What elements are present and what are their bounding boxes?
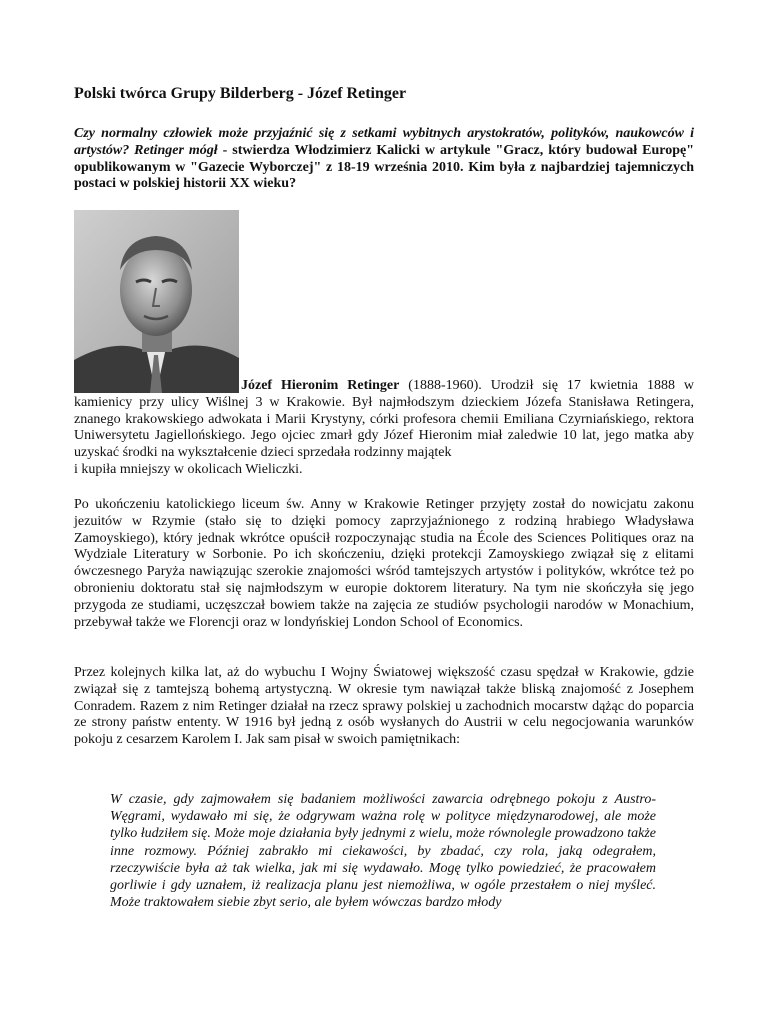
page-title: Polski twórca Grupy Bilderberg - Józef Retinger: [74, 85, 407, 102]
paragraph-3: Przez kolejnych kilka lat, aż do wybuchu I Wojny Światowej większość czasu spędzał w Krakowie, gdzie związał się z tamtejszą bohemą artystyczną. W okresie tym nawiązał także bliską znajomość z Josephem Conradem. Razem z nim Retinger działał na rzecz sprawy polskiej u zachodnich mocarstw dążąc do poparcia ze strony państw ententy. W 1916 był jedną z osób wysłanych do Austrii w celu negocjowania warunków pokoju z cesarzem Karolem I. Jak sam pisał w swoich pamiętnikach:: [74, 665, 694, 748]
memoir-quote: W czasie, gdy zajmowałem się badaniem możliwości zawarcia odrębnego pokoju z Austro-Węgrami, wydawało mi się, że odgrywam ważna rolę w polityce międzynarodowej, ale może tylko łudziłem się. Może moje działania były jednymi z wielu, może równolegle prowadzono także inne rozmowy. Później zabrakło mi ciekawości, by zbadać, czy rola, jaką odegrałem, rzeczywiście była aż tak wielka, jak mi się wydawało. Mogę tylko powiedzieć, że pracowałem gorliwie i gdy uznałem, iż realizacja planu jest niemożliwa, w ogóle przestałem o niej myśleć. Może traktowałem siebie zbyt serio, ale byłem wówczas bardzo młody: [110, 792, 656, 911]
portrait-photo: [74, 210, 239, 393]
paragraph-1-body: kamienicy przy ulicy Wiślnej 3 w Krakowie. Był najmłodszym dzieckiem Józefa Stanisława Retingera, znanego krakowskiego adwokata i Marii Krystyny, córki profesora chemii Emiliana Czyrniańskiego, rektora Uniwersytetu Jagiellońskiego. Jego ojciec zmarł gdy Józef Hieronim miał zaledwie 10 lat, jego matka aby uzyskać środki na wykształcenie dzieci sprzedała rodzinny majątek: [74, 394, 694, 461]
lead-italic: Czy normalny człowiek może przyjaźnić się z setkami wybitnych arystokratów, polityków, naukowców i artystów? Retinger mógł: [74, 126, 694, 158]
paragraph-1-line1: (1888-1960). Urodził się 17 kwietnia 1888 w: [399, 378, 694, 393]
lead-rest: - stwierdza Włodzimierz Kalicki w artykule "Gracz, który budował Europę" opublikowanym w "Gazecie Wyborczej" z 18-19 września 2010. Kim była z najbardziej tajemniczych postaci w polskiej historii XX wieku?: [74, 142, 694, 192]
lead-paragraph: [74, 126, 694, 193]
paragraph-2: Po ukończeniu katolickiego liceum św. Anny w Krakowie Retinger przyjęty został do nowicjatu zakonu jezuitów w Rzymie (stało się to dzięki pomocy zaprzyjaźnionego z rodziną hrabiego Władysława Zamoyskiego), który jednak wkrótce opuścił rozpoczynając studia na École des Sciences Politiques oraz na Wydziale Literatury w Sorbonie. Po ich skończeniu, dzięki protekcji Zamoyskiego związał się z elitami ówczesnego Paryża nawiązując szerokie znajomości wśród tamtejszych artystów i polityków, wkrótce też po obronieniu doktoratu stał się najmłodszym w europie doktorem literatury. Na tym nie skończyła się jego przygoda ze studiami, uczęszczał bowiem także na zajęcia ze studiów psychologii narodów w Monachium, przebywał także we Florencji oraz w londyńskiej London School of Economics.: [74, 497, 694, 630]
paragraph-1-last-line: i kupiła mniejszy w okolicach Wieliczki.: [74, 462, 303, 477]
portrait-photo-icon: [74, 210, 239, 393]
person-name: Józef Hieronim Retinger: [241, 378, 400, 393]
paragraph-1: [74, 378, 694, 462]
